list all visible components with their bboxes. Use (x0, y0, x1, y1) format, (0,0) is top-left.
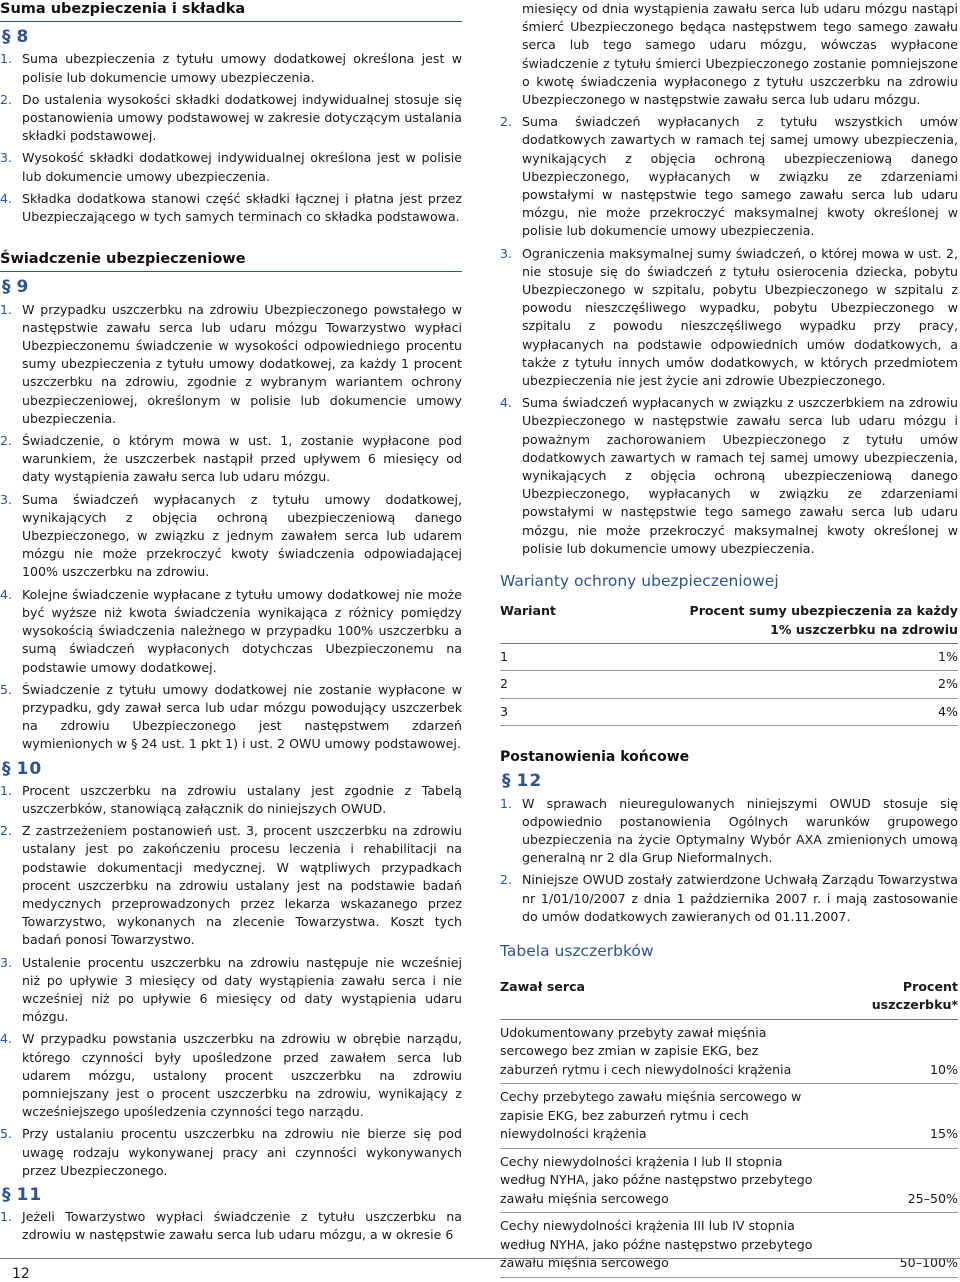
list-item: miesięcy od dnia wystąpienia zawału serca lub udaru mózgu nastąpi śmierć Ubezpieczonego będąca następstwem tego samego zawału serca lub tego samego udaru mózgu, wówczas wypłacone świadczenie z tytułu śmierci Ubezpieczonego zostanie pomniejszone o kwotę świadczenia wypłaconego z tytułu uszczerbku na zdrowiu Ubezpieczonego w następstwie zawału serca lub udaru mózgu. (522, 1, 958, 108)
column-header: Zawał serca (500, 976, 820, 1019)
paragraph-9-list (0, 301, 462, 754)
injury-table-title: Tabela uszczerbków (500, 942, 654, 961)
list-item: 1. W sprawach nieuregulowanych niniejszymi OWUD stosuje się odpowiednio postanowienia Ogólnych warunków grupowego ubezpieczenia na życie Optymalny Wybór AXA zmienionych umową generalną nr 2 dla Grup Nieformalnych. (500, 795, 958, 866)
list-item: 3. Wysokość składki dodatkowej indywidualnej określona jest w polisie lub dokumencie umowy ubezpieczenia. (0, 150, 462, 184)
injury-table (500, 976, 958, 1277)
section-symbol: § (2, 758, 12, 779)
table-header-row (500, 600, 958, 643)
paragraph-11-list (0, 1208, 462, 1244)
paragraph-8-list (0, 50, 462, 226)
paragraph-11-continued (500, 0, 958, 558)
list-item: 2. Suma świadczeń wypłacanych z tytułu wszystkich umów dodatkowych zawartych w ramach tej samej umowy ubezpieczenia, wynikających z objęcia ochroną ubezpieczeniową danego Ubezpieczonego, wypłacanych w związku ze zdarzeniami powstałymi w następstwie tego samego zawału serca lub udaru mózgu, nie może przekroczyć maksymalnej kwoty określonej w polisie lub dokumencie umowy ubezpieczenia. (500, 114, 958, 239)
list-item: 2. Z zastrzeżeniem postanowień ust. 3, procent uszczerbku na zdrowiu ustalany jest po zakończeniu procesu leczenia i rehabilitacji na podstawie dokumentacji medycznej. W wątpliwych przypadkach procent uszczerbku na zdrowiu ustalany jest na podstawie badań medycznych przeprowadzonych przez lekarza wskazanego przez Towarzystwo, wykonanych na zlecenie Towarzystwa. Koszt tych badań ponosi Towarzystwo. (0, 823, 462, 948)
table-row: Cechy przebytego zawału mięśnia sercowego w zapisie EKG, bez zaburzeń rytmu i cech niewydolności krążenia 15% (500, 1084, 958, 1149)
list-item: 4. Składka dodatkowa stanowi część składki łącznej i płatna jest przez Ubezpieczającego w tych samych terminach co składka podstawowa. (0, 190, 462, 225)
paragraph-11-mark: § 11 (2, 1184, 43, 1205)
table-header-row (500, 976, 958, 1019)
list-item: 1. Suma ubezpieczenia z tytułu umowy dodatkowej określona jest w polisie lub dokumencie umowy ubezpieczenia. (0, 51, 462, 85)
table-row: 1 1% (500, 643, 958, 671)
list-item: 2. Do ustalenia wysokości składki dodatkowej indywidualnej stosuje się postanowienia umowy podstawowej w zakresie dotyczącym ustalania składki podstawowej. (0, 91, 462, 144)
table-row: Cechy niewydolności krążenia III lub IV stopnia według NYHA, jako późne następstwo przebytego zawału mięśnia sercowego 50–100% (500, 1213, 958, 1278)
paragraph-8-mark: § 8 (2, 27, 30, 48)
section-symbol: § (502, 771, 512, 792)
section-title-sum: Suma ubezpieczenia i składka (0, 0, 462, 22)
list-item: 3. Ograniczenia maksymalnej sumy świadczeń, o której mowa w ust. 2, nie stosuje się do świadczeń z tytułu osierocenia dziecka, pobytu Ubezpieczonego w szpitalu, pobytu Ubezpieczonego w szpitalu z powodu nieszczęśliwego wypadku, pobytu Ubezpieczonego w szpitalu z powodu nieszczęśliwego wypadku przy pracy, wypłacanych na podstawie odpowiednich umów dodatkowych, a także z tytułu innych umów dodatkowych, w których przedmiotem ubezpieczenia nie jest życie ani zdrowie Ubezpieczonego. (500, 245, 958, 389)
list-item: 4. W przypadku powstania uszczerbku na zdrowiu w obrębie narządu, którego czynności były upośledzone przed zawałem serca lub udarem mózgu, ustalony procent uszczerbku na zdrowiu pomniejszany jest o procent uszczerbku na zdrowiu, wynikający z wcześniejszego upośledzenia czynności tego narządu. (0, 1031, 462, 1120)
list-item: 1. W przypadku uszczerbku na zdrowiu Ubezpieczonego powstałego w następstwie zawału serca lub udaru mózgu Towarzystwo wypłaci Ubezpieczonemu świadczenie w wysokości odpowiedniego procentu sumy ubezpieczenia z tytułu umowy dodatkowej, za każdy 1 procent uszczerbku na zdrowiu, zgodnie z wybranym wariantem ochrony ubezpieczeniowej, określonym w polisie lub dokumencie umowy ubezpieczenia. (0, 301, 462, 426)
section-symbol: § (2, 27, 12, 48)
section-symbol: § (2, 277, 12, 298)
list-item: 4. Suma świadczeń wypłacanych w związku z uszczerbkiem na zdrowiu Ubezpieczonego w następstwie zawału serca lub udaru mózgu i poważnym zachorowaniem Ubezpieczonego z tytułu umów dodatkowych zawartych w ramach tej samej umowy ubezpieczenia, wynikających z objęcia ochroną ubezpieczeniową danego Ubezpieczonego, wypłacanych w związku ze zdarzeniami powstałymi w następstwie tego samego zawału serca lub udaru mózgu, nie może przekroczyć maksymalnej kwoty określonej w polisie lub dokumencie umowy ubezpieczenia. (500, 395, 958, 556)
list-item: 3. Suma świadczeń wypłacanych z tytułu umowy dodatkowej, wynikających z objęcia ochroną ubezpieczeniową danego Ubezpieczonego, w związku z jednym zawałem serca lub udarem mózgu nie może przekroczyć kwoty świadczenia odpowiadającej 100% uszczerbku na zdrowiu. (0, 491, 462, 580)
paragraph-9-mark: § 9 (2, 277, 30, 298)
list-item: 3. Ustalenie procentu uszczerbku na zdrowiu następuje nie wcześniej niż po upływie 3 miesięcy od daty wystąpienia zawału serca i nie wcześniej niż po upływie 6 miesięcy od daty wystąpienia udaru mózgu. (0, 954, 462, 1025)
list-item: 1. Jeżeli Towarzystwo wypłaci świadczenie z tytułu uszczerbku na zdrowiu w następstwie zawału serca lub udaru mózgu, a w okresie 6 (0, 1209, 462, 1243)
page-number: 12 (12, 1266, 30, 1282)
table-row: Cechy niewydolności krążenia I lub II stopnia według NYHA, jako późne następstwo przebytego zawału mięśnia sercowego 25–50% (500, 1148, 958, 1213)
column-header: Procent uszczerbku* (820, 976, 958, 1019)
list-item: 1. Procent uszczerbku na zdrowiu ustalany jest zgodnie z Tabelą uszczerbków, stanowiącą załącznik do niniejszych OWUD. (0, 782, 462, 816)
list-item: 5. Świadczenie z tytułu umowy dodatkowej nie zostanie wypłacone w przypadku, gdy zawał serca lub udar mózgu powodujący uszczerbek na zdrowiu Ubezpieczonego jest następstwem zdarzeń wymienionych w § 24 ust. 1 pkt 1) i ust. 2 OWU umowy podstawowej. (0, 681, 462, 752)
table-row: Udokumentowany przebyty zawał mięśnia sercowego bez zmian w zapisie EKG, bez zaburzeń rytmu i cech niewydolności krążenia 10% (500, 1019, 958, 1084)
paragraph-12-list (500, 795, 958, 926)
section-symbol: § (2, 1184, 12, 1205)
final-provisions-title: Postanowienia końcowe (500, 749, 690, 766)
column-header: Wariant (500, 600, 688, 643)
section-title-benefit: Świadczenie ubezpieczeniowe (0, 250, 462, 272)
list-item: 4. Kolejne świadczenie wypłacane z tytułu umowy dodatkowej nie może być wyższe niż kwota świadczenia wynikająca z różnicy pomiędzy wysokością świadczenia należnego w przypadku 100% uszczerbku a sumą świadczeń wypłaconych dotychczas Ubezpieczonemu na podstawie umowy dodatkowej. (0, 586, 462, 675)
paragraph-12-mark: § 12 (502, 771, 543, 792)
table-row: 3 4% (500, 698, 958, 726)
paragraph-10-mark: § 10 (2, 758, 43, 779)
list-item: 2. Świadczenie, o którym mowa w ust. 1, zostanie wypłacone pod warunkiem, że uszczerbek nastąpił przed upływem 6 miesięcy od daty wystąpienia zawału serca lub udaru mózgu. (0, 433, 462, 485)
column-header: Procent sumy ubezpieczenia za każdy 1% uszczerbku na zdrowiu (688, 600, 958, 643)
footer-divider (0, 1258, 960, 1259)
variants-table (500, 600, 958, 726)
list-item: 2. Niniejsze OWUD zostały zatwierdzone Uchwałą Zarządu Towarzystwa nr 1/01/10/2007 z dnia 1 października 2007 r. i mają zastosowanie do umów dodatkowych zawieranych od 01.11.2007. (500, 872, 958, 924)
left-column (0, 0, 462, 1249)
right-column (500, 0, 958, 1278)
list-item: 5. Przy ustalaniu procentu uszczerbku na zdrowiu nie bierze się pod uwagę rodzaju wykonywanej pracy ani czynności wykonywanych przez Ubezpieczonego. (0, 1126, 462, 1178)
paragraph-10-list (0, 782, 462, 1180)
variants-title: Warianty ochrony ubezpieczeniowej (500, 572, 779, 591)
table-row: 2 2% (500, 671, 958, 699)
